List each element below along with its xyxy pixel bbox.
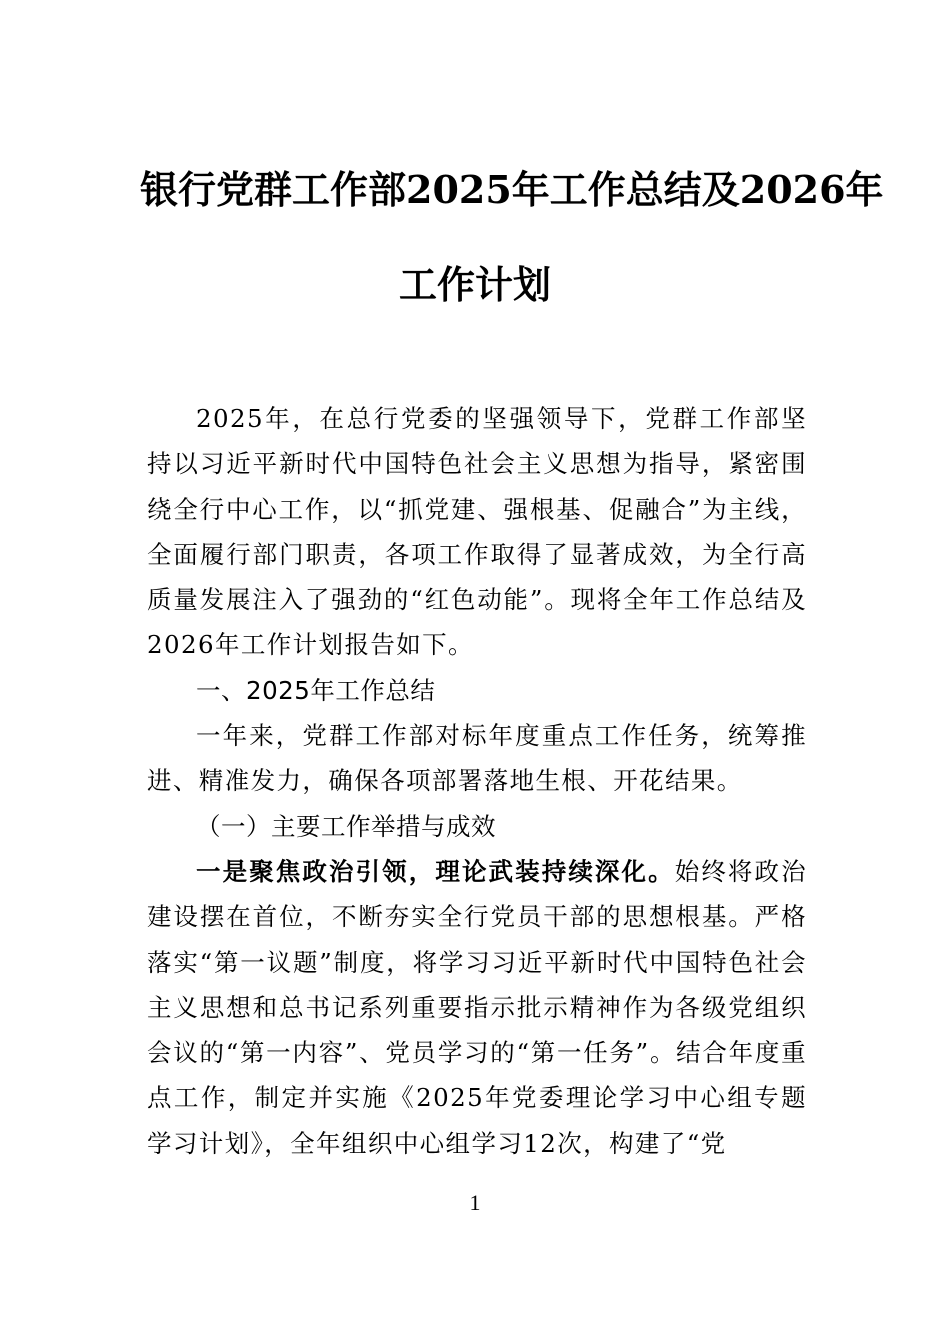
point-one-text: 始终将政治建设摆在首位，不断夯实全行党员干部的思想根基。严格落实“第一议题”制度，将学习习近平新时代中国特色社会主义思想和总书记系列重要指示批示精神作为各级党组织会议的“第一内容”、党员学习的“第一任务”。结合年度重点工作，制定并实施《2025年党委理论学习中心组专题学习计划》，全年组织中心组学习12次，构建了“党 — [147, 856, 807, 1158]
page-number: 1 — [469, 1190, 481, 1215]
section-heading-summary: 一、2025年工作总结 — [196, 675, 436, 705]
document-title-line-1: 银行党群工作部2025年工作总结及2026年 — [140, 167, 884, 212]
section-intro-paragraph: 一年来，党群工作部对标年度重点工作任务，统筹推进、精准发力，确保各项部署落地生根、开花结果。 — [147, 721, 807, 796]
intro-paragraph: 2025年，在总行党委的坚强领导下，党群工作部坚持以习近平新时代中国特色社会主义思想为指导，紧密围绕全行中心工作，以“抓党建、强根基、促融合”为主线，全面履行部门职责，各项工作取得了显著成效，为全行高质量发展注入了强劲的“红色动能”。现将全年工作总结及2026年工作计划报告如下。 — [147, 404, 807, 660]
document-title-line-2: 工作计划 — [398, 262, 551, 307]
point-one-lead: 一是聚焦政治引领，理论武装持续深化。 — [196, 856, 675, 886]
point-one-paragraph — [147, 849, 807, 1166]
subsection-heading-measures: （一）主要工作举措与成效 — [196, 811, 496, 841]
document-body — [147, 396, 807, 1166]
